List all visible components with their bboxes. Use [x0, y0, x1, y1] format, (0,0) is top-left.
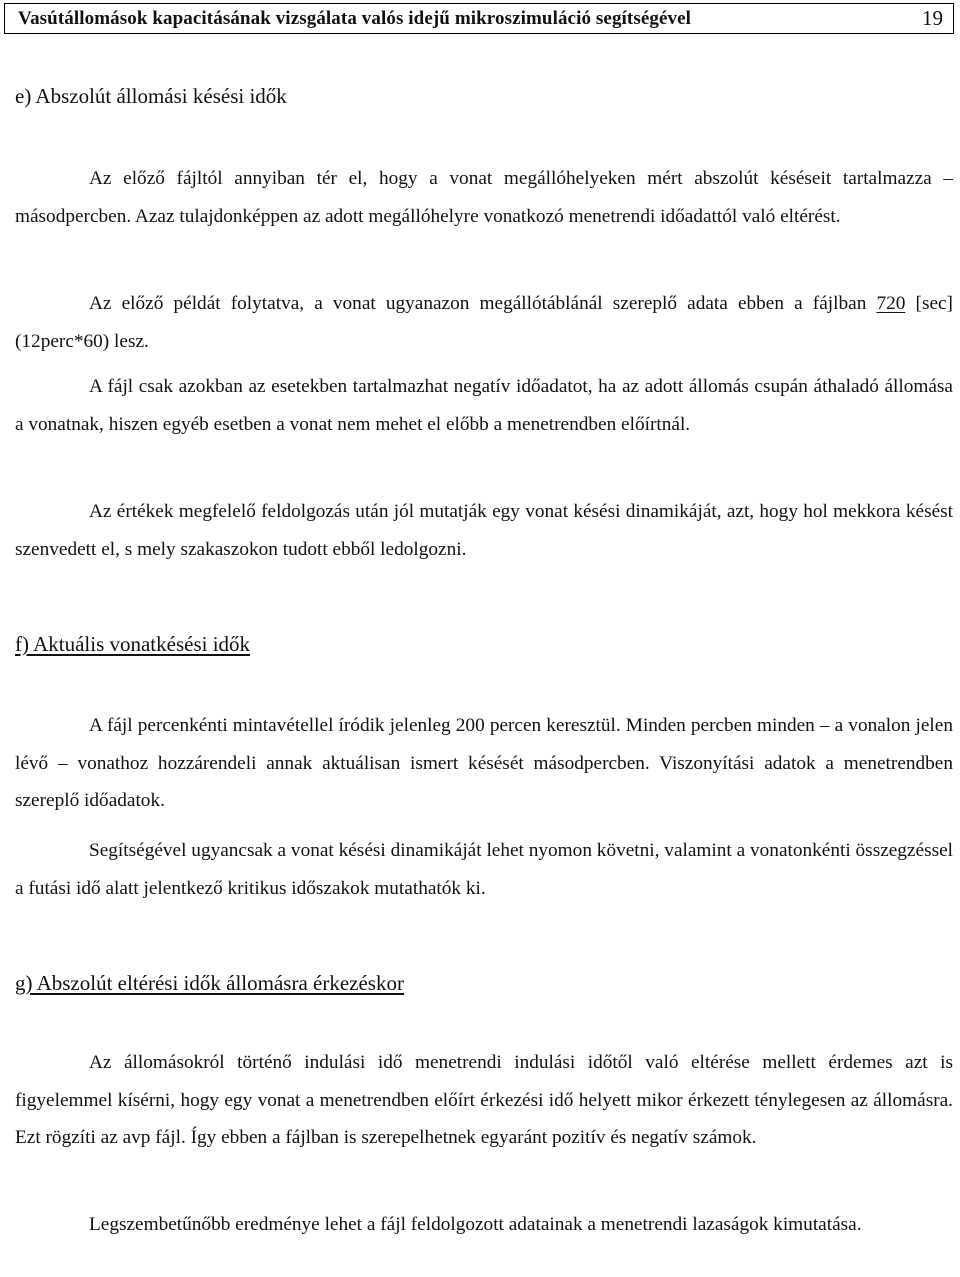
- paragraph-e-2-text-start: Az előző példát folytatva, a vonat ugyanazon megállótáblánál szereplő adata ebben a fájlban: [89, 293, 877, 314]
- section-heading-g: g) Abszolút eltérési idők állomásra érkezéskor: [15, 971, 404, 995]
- paragraph-g-2: Legszembetűnőbb eredménye lehet a fájl feldolgozott adatainak a menetrendi lazaságok kimutatása.: [89, 1214, 862, 1235]
- header-title: Vasútállomások kapacitásának vizsgálata valós idejű mikroszimuláció segítségével: [18, 7, 692, 29]
- paragraph-f-1: A fájl percenkénti mintavétellel íródik jelenleg 200 percen keresztül. Minden percben minden – a vonalon jelen lévő – vonathoz hozzárendeli annak aktuálisan ismert késését másodpercben. Viszonyítási adatok a menetrendben szereplő időadatok.: [15, 715, 953, 811]
- section-heading-f: f) Aktuális vonatkésési idők: [15, 632, 251, 656]
- paragraph-e-1: Az előző fájltól annyiban tér el, hogy a vonat megállóhelyeken mért abszolút késéseit tartalmazza – másodpercben. Azaz tulajdonképpen az adott megállóhelyre vonatkozó menetrendi időadattól való eltérést.: [15, 168, 953, 227]
- value-720: 720: [876, 293, 906, 314]
- paragraph-e-2: [15, 285, 953, 360]
- section-heading-e: e) Abszolút állomási késési idők: [15, 84, 287, 108]
- paragraph-g-1: Az állomásokról történő indulási idő menetrendi indulási időtől való eltérése mellett érdemes azt is figyelemmel kísérni, hogy egy vonat a menetrendben előírt érkezési idő helyett mikor érkezett ténylegesen az állomásra. Ezt rögzíti az avp fájl. Így ebben a fájlban is szerepelhetnek egyaránt pozitív és negatív számok.: [15, 1052, 953, 1148]
- running-header: [4, 3, 954, 34]
- paragraph-e-4: Az értékek megfelelő feldolgozás után jól mutatják egy vonat késési dinamikáját, azt, hogy hol mekkora késést szenvedett el, s mely szakaszokon tudott ebből ledolgozni.: [15, 501, 953, 560]
- paragraph-f-2: Segítségével ugyancsak a vonat késési dinamikáját lehet nyomon követni, valamint a vonatonkénti összegzéssel a futási idő alatt jelentkező kritikus időszakok mutathatók ki.: [15, 840, 953, 899]
- paragraph-e-3: A fájl csak azokban az esetekben tartalmazhat negatív időadatot, ha az adott állomás csupán áthaladó állomása a vonatnak, hiszen egyéb esetben a vonat nem mehet el előbb a menetrendben előírtnál.: [15, 376, 953, 435]
- page-number: 19: [922, 6, 943, 30]
- paragraph-e-2-text-end: [sec] (12perc*60) lesz.: [15, 293, 953, 352]
